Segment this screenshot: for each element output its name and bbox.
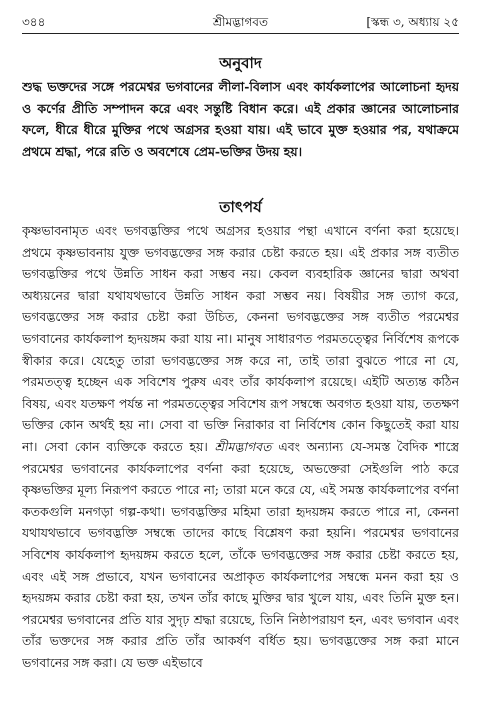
purport-heading: তাৎপর্য [219, 198, 262, 216]
header-rule [22, 33, 459, 34]
purport-book-title: শ্রীমদ্ভাগবত [214, 438, 272, 454]
book-title: শ্রীমদ্ভাগবত [212, 15, 268, 29]
canto-chapter: [স্কন্ধ ৩, অধ্যায় ২৫ [366, 15, 459, 29]
purport-text-part-1: কৃষ্ণভাবনামৃত এবং ভগবদ্ভক্তির পথে অগ্রসর হওয়ার পন্থা এখানে বর্ণনা করা হয়েছে। প্রথমে কৃষ্ণভাবনায় যুক্ত ভগবদ্ভক্তের সঙ্গ করার চেষ্টা করতে হয়। এই প্রকার সঙ্গ ব্যতীত ভগবদ্ভক্তির পথে উন্নতি সাধন করা সম্ভব নয়। কেবল ব্যবহারিক জ্ঞানের দ্বারা অথবা অধ্যয়নের দ্বারা যথাযথভাবে উন্নতি সাধন করা সম্ভব নয়। বিষয়ীর সঙ্গ ত্যাগ করে, ভগবদ্ভক্তের সঙ্গ করার চেষ্টা করা উচিত, কেননা ভগবদ্ভক্তের সঙ্গ ব্যতীত পরমেশ্বর ভগবানের কার্যকলাপ হৃদয়ঙ্গম করা যায় না। মানুষ সাধারণত পরমতত্ত্বের নির্বিশেষ রূপকে স্বীকার করে। যেহেতু তারা ভগবদ্ভক্তের সঙ্গ করে না, তাই তারা বুঝতে পারে না যে, পরমতত্ত্ব হচ্ছেন এক সবিশেষ পুরুষ এবং তাঁর কার্যকলাপ রয়েছে। এইটি অত্যন্ত কঠিন বিষয়, এবং যতক্ষণ পর্যন্ত না পরমতত্ত্বের সবিশেষ রূপ সম্বন্ধে অবগত হওয়া যায়, ততক্ষণ ভক্তির কোন অর্থই হয় না। সেবা বা ভক্তি নিরাকার বা নির্বিশেষ কোন কিছুতেই করা যায় না। সেবা কোন ব্যক্তিকে করতে হয়। [22, 223, 459, 454]
purport-text-part-2: এবং অন্যান্য যে-সমস্ত বৈদিক শাস্ত্রে পরমেশ্বর ভগবানের কার্যকলাপের বর্ণনা করা হয়েছে, অভক্তেরা সেইগুলি পাঠ করে কৃষ্ণভক্তির মূল্য নিরূপণ করতে পারে না; তারা মনে করে যে, এই সমস্ত কার্যকলাপের বর্ণনা কতকগুলি মনগড়া গল্প-কথা। ভগবদ্ভক্তির মহিমা তারা হৃদয়ঙ্গম করতে পারে না, কেননা যথাযথভাবে ভগবদ্ভক্তি সম্বন্ধে তাদের কাছে বিশ্লেষণ করা হয়নি। পরমেশ্বর ভগবানের সবিশেষ কার্যকলাপ হৃদয়ঙ্গম করতে হলে, তাঁকে ভগবদ্ভক্তের সঙ্গ করার চেষ্টা করতে হয়, এবং এই সঙ্গ প্রভাবে, যখন ভগবানের অপ্রাকৃত কার্যকলাপের সম্বন্ধে মনন করা হয় ও হৃদয়ঙ্গম করার চেষ্টা করা হয়, তখন তাঁর কাছে মুক্তির দ্বার খুলে যায়, এবং তিনি মুক্ত হন। পরমেশ্বর ভগবানের প্রতি যার সুদৃঢ় শ্রদ্ধা রয়েছে, তিনি নিষ্ঠাপরায়ণ হন, এবং ভগবান এবং তাঁর ভক্তদের সঙ্গ করার প্রতি তাঁর আকর্ষণ বর্ধিত হয়। ভগবদ্ভক্তের সঙ্গ করা মানে ভগবানের সঙ্গ করা। যে ভক্ত এইভাবে [22, 438, 459, 670]
running-head [22, 10, 459, 34]
translation-text: শুদ্ধ ভক্তদের সঙ্গে পরমেশ্বর ভগবানের লীলা-বিলাস এবং কার্যকলাপের আলোচনা হৃদয় ও কর্ণের প্রীতি সম্পাদন করে এবং সন্তুষ্টি বিধান করে। এই প্রকার জ্ঞানের আলোচনার ফলে, ধীরে ধীরে মুক্তির পথে অগ্রসর হওয়া যায়। এই ভাবে মুক্ত হওয়ার পর, যথাক্রমে প্রথমে শ্রদ্ধা, পরে রতি ও অবশেষে প্রেম-ভক্তির উদয় হয়। [22, 79, 459, 159]
purport-text [22, 220, 459, 700]
page-number: ৩৪৪ [22, 15, 46, 29]
translation-heading: অনুবাদ [219, 54, 262, 72]
